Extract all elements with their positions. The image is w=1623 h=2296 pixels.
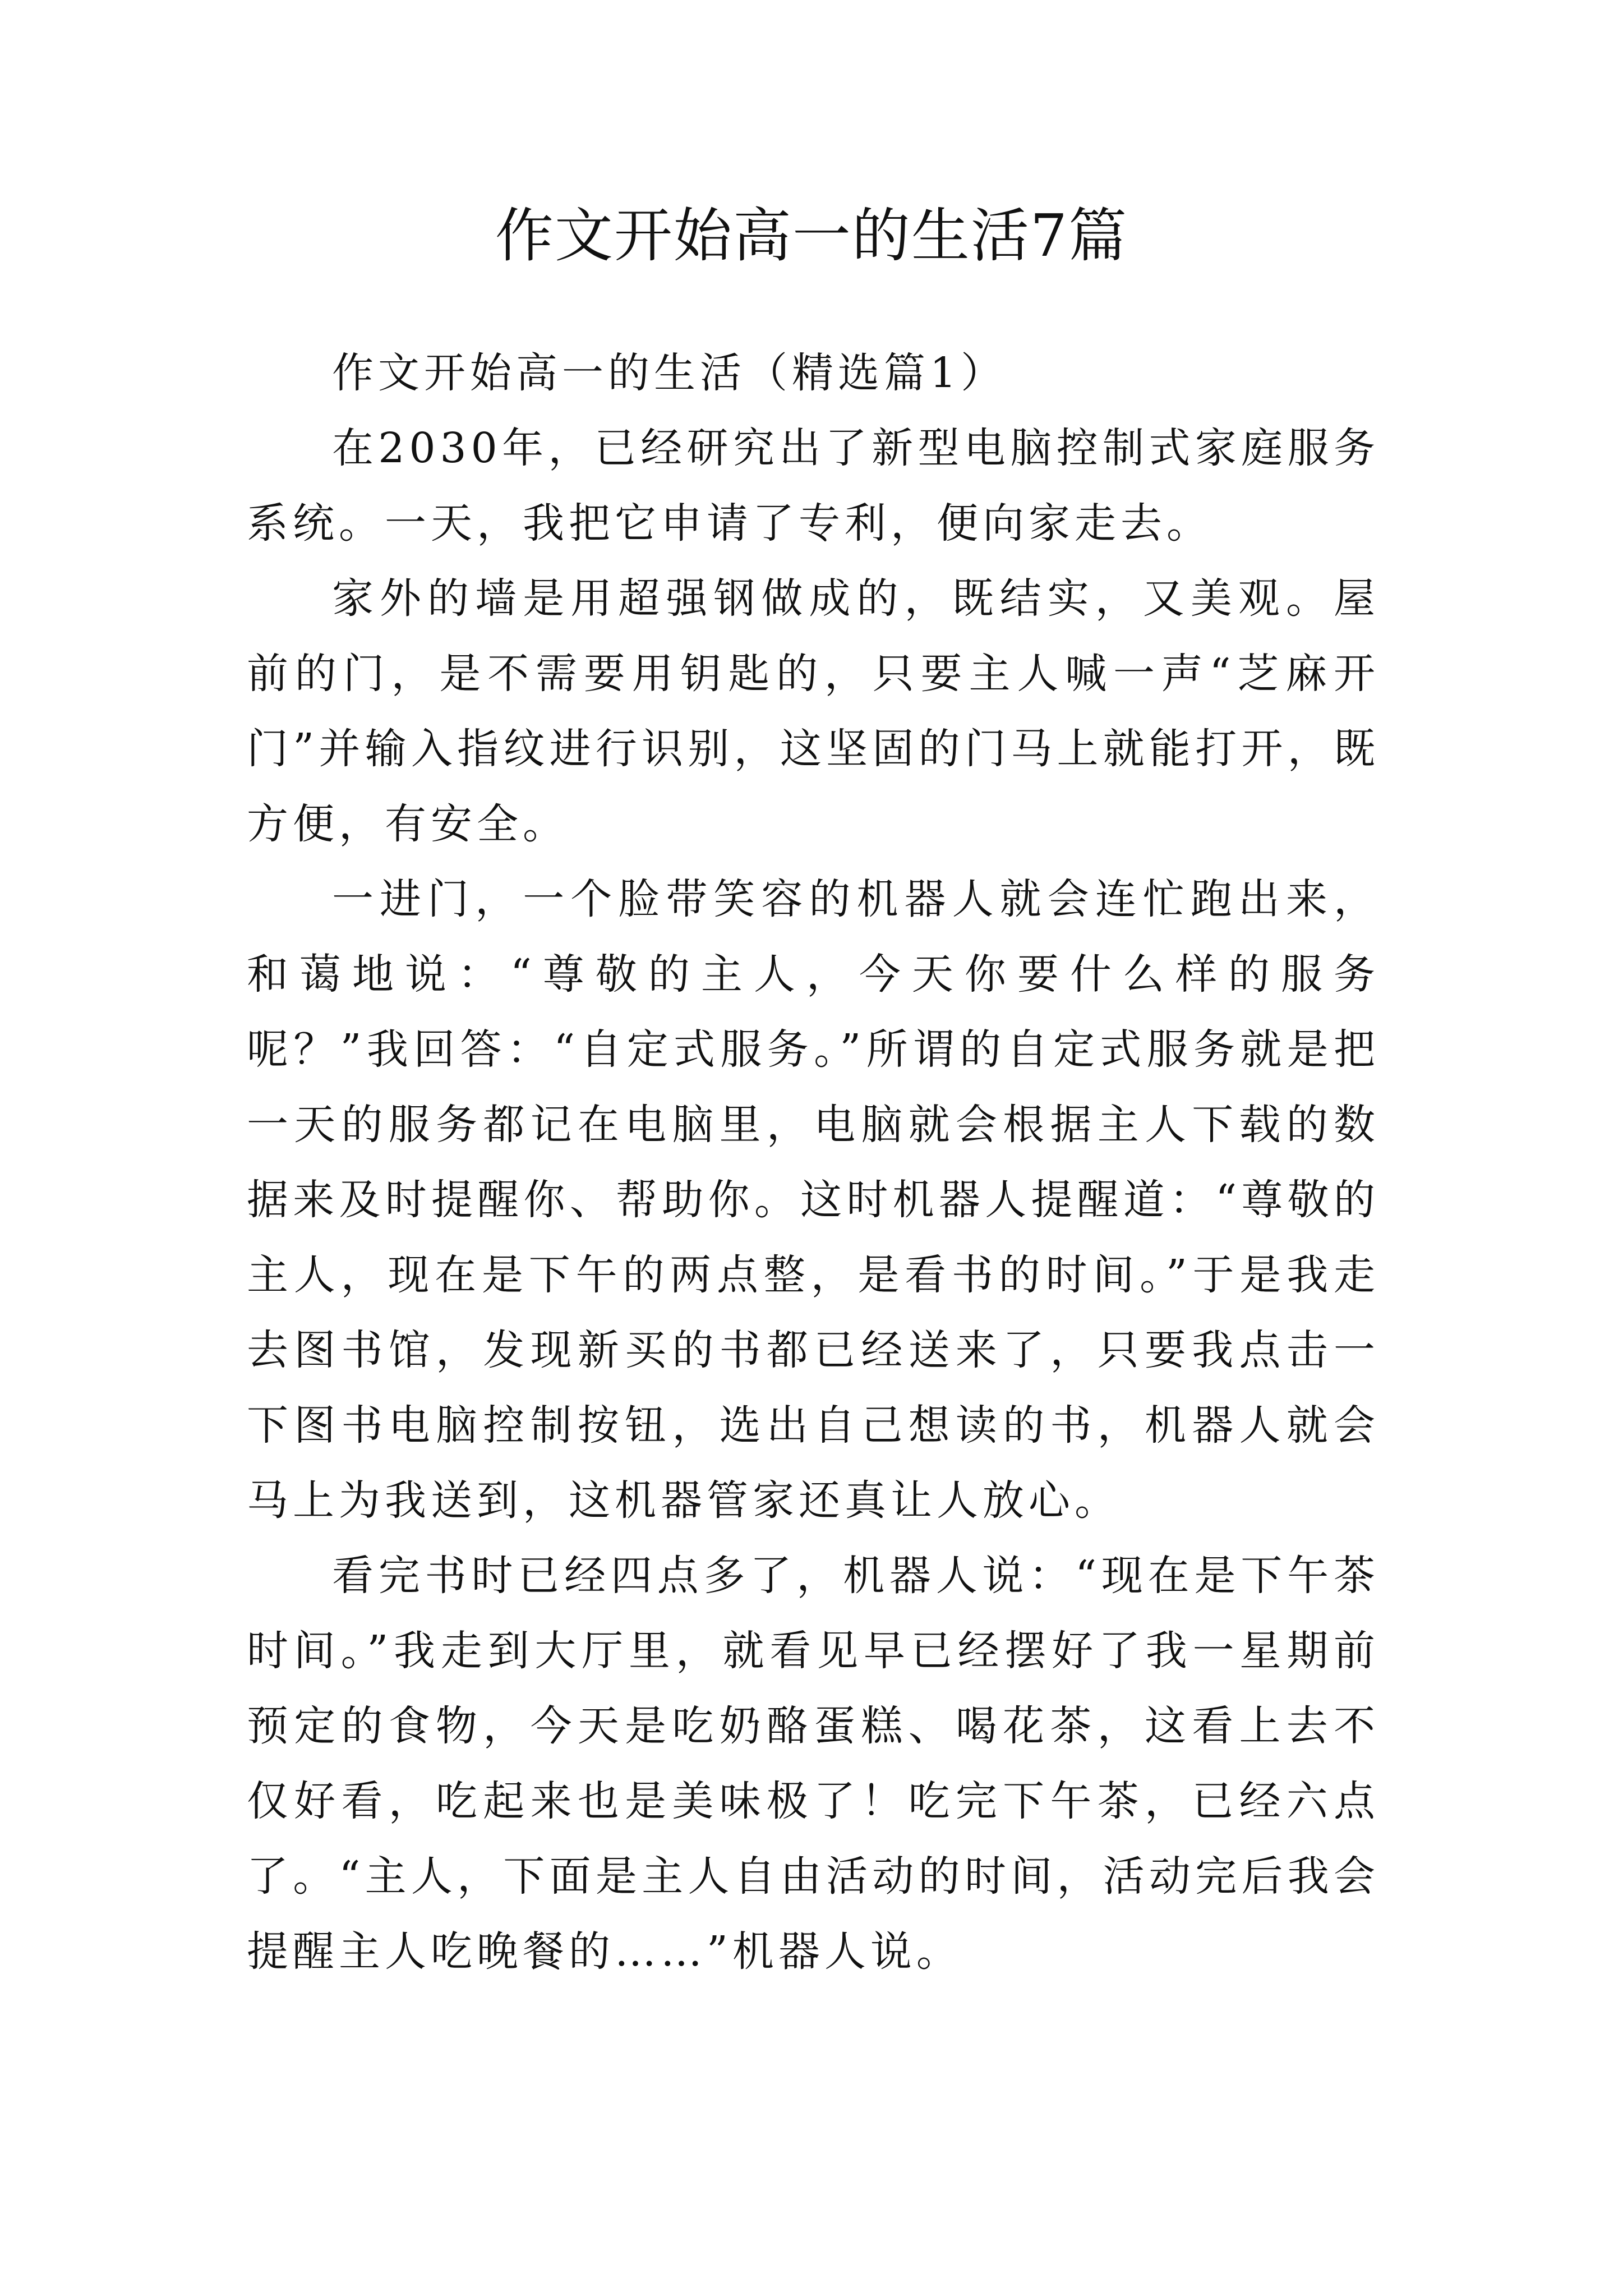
paragraph: 家外的墙是用超强钢做成的，既结实，又美观。屋前的门，是不需要用钥匙的，只要主人喊一声“芝麻开门”并输入指纹进行识别，这坚固的门马上就能打开，既方便，有安全。 — [247, 574, 1380, 848]
paragraph: 在2030年，已经研究出了新型电脑控制式家庭服务系统。一天，我把它申请了专利，便向家走去。 — [247, 424, 1380, 547]
paragraph-section-heading: 作文开始高一的生活（精选篇1） — [332, 349, 1007, 397]
paragraph: 看完书时已经四点多了，机器人说：“现在是下午茶时间。”我走到大厅里，就看见早已经摆好了我一星期前预定的食物，今天是吃奶酪蛋糕、喝花茶，这看上去不仅好看，吃起来也是美味极了！吃完下午茶，已经六点了。“主人，下面是主人自由活动的时间，活动完后我会提醒主人吃晚餐的……”机器人说。 — [247, 1552, 1380, 1976]
document-title: 作文开始高一的生活7篇 — [495, 201, 1128, 270]
paragraph: 一进门，一个脸带笑容的机器人就会连忙跑出来，和蔼地说：“尊敬的主人，今天你要什么样的服务呢？”我回答：“自定式服务。”所谓的自定式服务就是把一天的服务都记在电脑里，电脑就会根据主人下载的数据来及时提醒你、帮助你。这时机器人提醒道：“尊敬的主人，现在是下午的两点整，是看书的时间。”于是我走去图书馆，发现新买的书都已经送来了，只要我点击一下图书电脑控制按钮，选出自己想读的书，机器人就会马上为我送到，这机器管家还真让人放心。 — [247, 875, 1380, 1525]
document-body — [247, 335, 1380, 1989]
